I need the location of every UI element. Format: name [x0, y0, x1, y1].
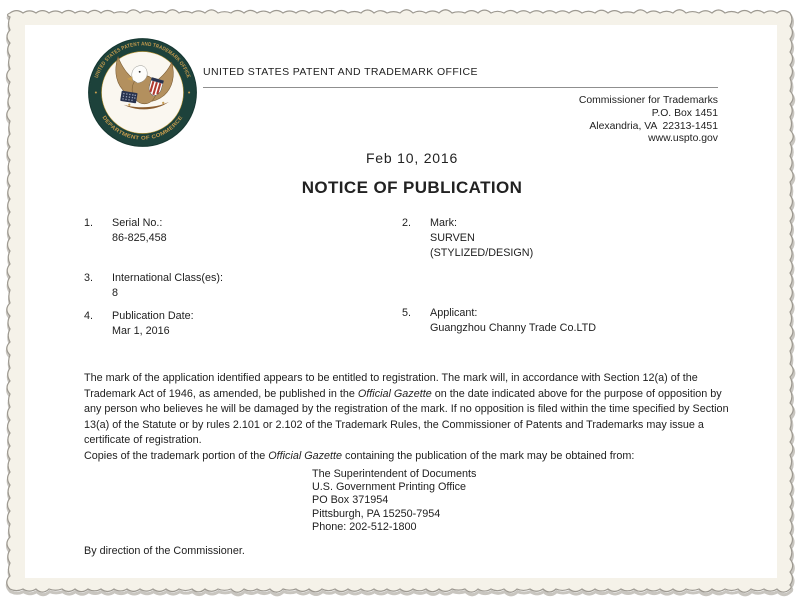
- uspto-seal-icon: [86, 36, 199, 149]
- field-label: Mark:: [430, 217, 457, 229]
- field-value: Mar 1, 2016: [112, 325, 170, 337]
- field-value: 86-825,458: [112, 232, 167, 244]
- letter-date: Feb 10, 2016: [365, 150, 459, 166]
- field-label: Serial No.:: [112, 217, 163, 229]
- official-gazette-italic: Official Gazette: [268, 450, 343, 462]
- field-number: 4.: [84, 310, 94, 322]
- field-number: 2.: [402, 217, 412, 229]
- office-name: UNITED STATES PATENT AND TRADEMARK OFFICE: [203, 66, 478, 78]
- contact-line: Commissioner for Trademarks: [578, 95, 718, 106]
- branch-berry: [162, 102, 164, 104]
- field-label: International Class(es):: [112, 272, 224, 284]
- field-number: 3.: [84, 272, 94, 284]
- closing-line: By direction of the Commissioner.: [84, 545, 245, 557]
- distribution-address-block: [312, 468, 476, 534]
- eagle-eye: [139, 71, 141, 73]
- field-value: (STYLIZED/DESIGN): [430, 247, 534, 259]
- field-value: 8: [112, 287, 119, 299]
- paragraph-text: on the date indicated above for the purpose of opposition by any person who believes he will be damaged by the registration of the mark. If no opposition is filed within the time specified by Section 13(a) of the Statute or by rules 2.101 or 2.102 of the Trademark Rules, the Commissioner of Patents and Trademarks may issue a certificate of registration.: [84, 387, 729, 446]
- address-line: U.S. Government Printing Office: [312, 481, 467, 494]
- field-international-classes: [84, 271, 223, 301]
- paragraph-text: containing the publication of the mark may be obtained from:: [342, 450, 635, 462]
- field-label: Applicant:: [430, 307, 478, 319]
- field-serial-no: [84, 216, 167, 246]
- seal-ring-bottom-label: DEPARTMENT OF COMMERCE: [100, 114, 185, 142]
- paragraph-text: Copies of the trademark portion of the: [84, 450, 269, 462]
- body-paragraph-copies: [84, 449, 729, 465]
- seal-side-dot-right: [188, 91, 190, 93]
- commissioner-contact-block: [579, 95, 718, 146]
- field-number: 5.: [402, 307, 412, 319]
- address-line: Pittsburgh, PA 15250-7954: [312, 507, 441, 520]
- page-title: NOTICE OF PUBLICATION: [301, 178, 523, 197]
- field-applicant: [402, 306, 596, 336]
- field-number: 1.: [84, 217, 94, 229]
- field-publication-date: [84, 309, 194, 339]
- address-line: The Superintendent of Documents: [312, 468, 477, 480]
- paragraph-text: The mark of the application identified appears to be entitled to registration. The mark will, in accordance with Section 12(a) of the Trademark Act of 1946, as amended, be published in the: [84, 372, 698, 400]
- address-line: Phone: 202-512-1800: [312, 520, 417, 533]
- field-value: Guangzhou Channy Trade Co.LTD: [430, 322, 597, 334]
- field-label: Publication Date:: [112, 310, 194, 322]
- seal-side-dot-left: [95, 91, 97, 93]
- seal-ring-top-label: UNITED STATES PATENT AND TRADEMARK OFFICE: [93, 41, 192, 80]
- body-paragraph-registration: [84, 371, 729, 449]
- official-gazette-italic: Official Gazette: [357, 387, 432, 400]
- field-value: SURVEN: [430, 232, 475, 244]
- uspto-url: www.uspto.gov: [648, 133, 718, 145]
- contact-line: Alexandria, VA 22313-1451: [589, 120, 718, 132]
- field-mark: [402, 216, 533, 261]
- header-divider: [203, 87, 718, 88]
- branch-berry: [128, 104, 130, 106]
- contact-line: P.O. Box 1451: [651, 107, 718, 119]
- address-line: PO Box 371954: [312, 494, 389, 507]
